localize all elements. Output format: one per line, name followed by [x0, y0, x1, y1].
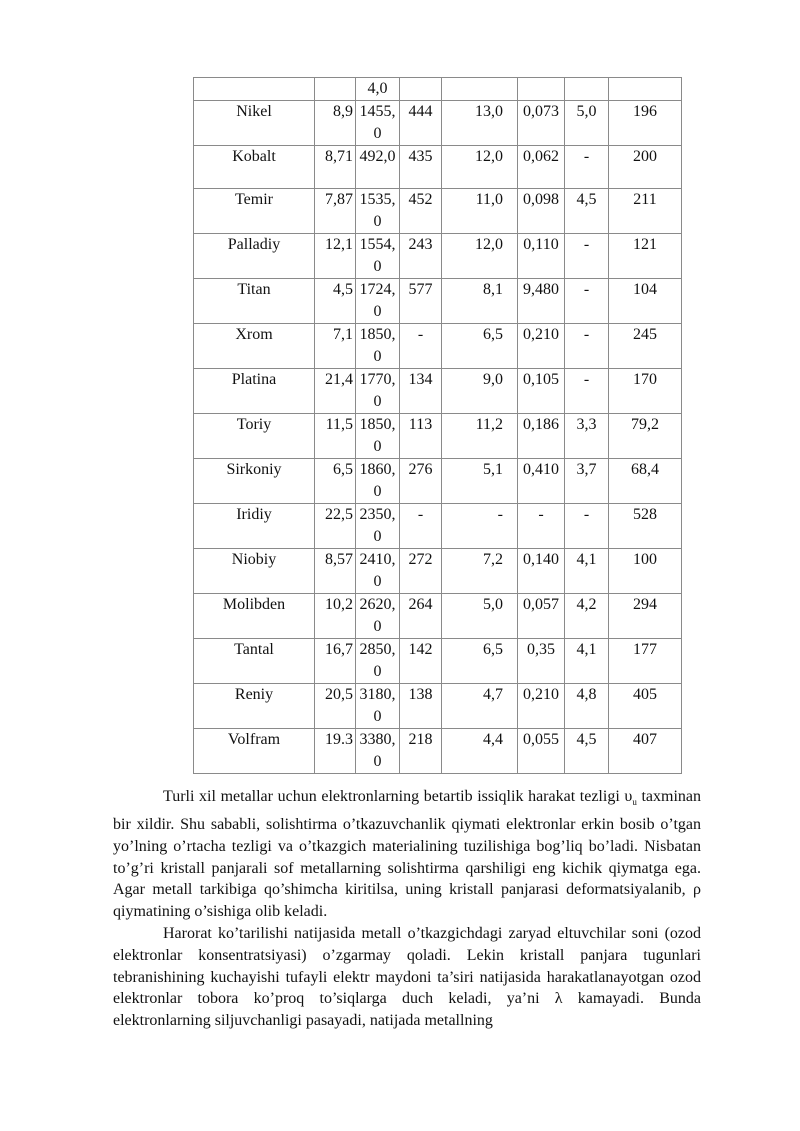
table-cell	[442, 78, 518, 101]
table-cell	[518, 78, 565, 101]
table-cell: 68,4	[609, 459, 682, 504]
table-cell: 200	[609, 146, 682, 189]
table-cell: 7,1	[315, 324, 356, 369]
table-cell	[400, 78, 442, 101]
table-cell: 528	[609, 504, 682, 549]
table-cell: 276	[400, 459, 442, 504]
metal-name-cell: Volfram	[194, 729, 315, 774]
table-cell: 104	[609, 279, 682, 324]
table-cell: 2350,0	[356, 504, 400, 549]
table-cell: 19.3	[315, 729, 356, 774]
table-row	[194, 189, 682, 234]
table-cell: -	[565, 279, 609, 324]
table-cell	[194, 78, 315, 101]
metal-name-cell: Niobiy	[194, 549, 315, 594]
table-cell: 8,9	[315, 101, 356, 146]
table-cell: 2850,0	[356, 639, 400, 684]
table-row	[194, 146, 682, 189]
table-cell: 492,0	[356, 146, 400, 189]
table-cell: 4,1	[565, 639, 609, 684]
table-cell: 10,2	[315, 594, 356, 639]
table-cell: -	[565, 504, 609, 549]
table-body	[194, 78, 682, 774]
metal-name-cell: Iridiy	[194, 504, 315, 549]
table-cell	[315, 78, 356, 101]
metal-name-cell: Tantal	[194, 639, 315, 684]
table-cell: 9,0	[442, 369, 518, 414]
table-cell: 5,0	[442, 594, 518, 639]
table-cell: 8,71	[315, 146, 356, 189]
table-cell: 11,2	[442, 414, 518, 459]
table-row-partial	[194, 78, 682, 101]
table-cell: 4,4	[442, 729, 518, 774]
table-cell: 3380,0	[356, 729, 400, 774]
table-cell: 100	[609, 549, 682, 594]
table-cell: 0,062	[518, 146, 565, 189]
table-cell: 7,87	[315, 189, 356, 234]
table-cell: 5,1	[442, 459, 518, 504]
table-row	[194, 729, 682, 774]
table-cell: 6,5	[315, 459, 356, 504]
table-cell: 9,480	[518, 279, 565, 324]
table-cell: 0,055	[518, 729, 565, 774]
table-cell: 0,098	[518, 189, 565, 234]
metals-properties-table	[193, 77, 682, 774]
table-cell: 22,5	[315, 504, 356, 549]
table-cell: 6,5	[442, 324, 518, 369]
table-cell: 294	[609, 594, 682, 639]
table-row	[194, 684, 682, 729]
table-cell: 21,4	[315, 369, 356, 414]
table-cell: 577	[400, 279, 442, 324]
table-cell: 12,0	[442, 234, 518, 279]
table-cell: -	[565, 234, 609, 279]
table-cell: -	[565, 324, 609, 369]
table-cell: -	[442, 504, 518, 549]
table-cell: -	[565, 146, 609, 189]
metal-name-cell: Toriy	[194, 414, 315, 459]
table-cell: 0,35	[518, 639, 565, 684]
table-cell: 121	[609, 234, 682, 279]
metal-name-cell: Reniy	[194, 684, 315, 729]
table-cell: -	[518, 504, 565, 549]
table-cell: 113	[400, 414, 442, 459]
velocity-subscript: u	[632, 797, 637, 808]
table-cell: 1770,0	[356, 369, 400, 414]
table-cell: 405	[609, 684, 682, 729]
metal-name-cell: Titan	[194, 279, 315, 324]
table-row	[194, 324, 682, 369]
table-cell: 4,5	[315, 279, 356, 324]
table-row	[194, 504, 682, 549]
table-cell: 0,210	[518, 684, 565, 729]
table-cell: 138	[400, 684, 442, 729]
paragraph-2: Harorat ko’tarilishi natijasida metall o’tkazgichdagi zaryad eltuvchilar soni (ozod elektronlar konsentratsiyasi) o’zgarmay qoladi. Lekin kristall panjara tugunlari tebranishining kuchayishi tufayli elektr maydoni ta’siri natijasida harakatlanayotgan ozod elektronlar tobora ko’proq to’siqlarga duch keladi, ya’ni λ kamayadi. Bunda elektronlarning siljuvchanligi pasayadi, natijada metallning	[113, 924, 701, 1030]
table-cell: 4,5	[565, 189, 609, 234]
table-cell: 16,7	[315, 639, 356, 684]
table-cell: 0,410	[518, 459, 565, 504]
table-cell: 134	[400, 369, 442, 414]
paragraph-1-start: Turli xil metallar uchun elektronlarning betartib issiqlik harakat tezligi υ	[163, 788, 633, 805]
metal-name-cell: Platina	[194, 369, 315, 414]
table-cell: 1860,0	[356, 459, 400, 504]
table-cell: 4,5	[565, 729, 609, 774]
table-cell: 3,3	[565, 414, 609, 459]
table-cell: 452	[400, 189, 442, 234]
table-cell: 0,105	[518, 369, 565, 414]
table-cell: 1850,0	[356, 414, 400, 459]
metal-name-cell: Kobalt	[194, 146, 315, 189]
table-cell: 245	[609, 324, 682, 369]
table-cell: -	[565, 369, 609, 414]
metal-name-cell: Nikel	[194, 101, 315, 146]
table-cell: 2620,0	[356, 594, 400, 639]
table-cell: 12,1	[315, 234, 356, 279]
table-cell: 2410,0	[356, 549, 400, 594]
table-cell: 4,1	[565, 549, 609, 594]
table-cell: 142	[400, 639, 442, 684]
table-row	[194, 279, 682, 324]
table-cell: -	[400, 324, 442, 369]
table-cell: 12,0	[442, 146, 518, 189]
table-cell: 170	[609, 369, 682, 414]
table-cell: 0,210	[518, 324, 565, 369]
table-cell: 20,5	[315, 684, 356, 729]
table-cell: 0,110	[518, 234, 565, 279]
table-row	[194, 594, 682, 639]
table-cell: 11,5	[315, 414, 356, 459]
table-cell: 0,186	[518, 414, 565, 459]
table-cell: 211	[609, 189, 682, 234]
table-row	[194, 414, 682, 459]
table-cell: 79,2	[609, 414, 682, 459]
table-row	[194, 459, 682, 504]
table-cell	[565, 78, 609, 101]
table-cell: 8,1	[442, 279, 518, 324]
table-cell: 1455,0	[356, 101, 400, 146]
table-cell: 3,7	[565, 459, 609, 504]
table-cell: 0,057	[518, 594, 565, 639]
table-cell: 264	[400, 594, 442, 639]
table-row	[194, 639, 682, 684]
table-cell: 1850,0	[356, 324, 400, 369]
table-row	[194, 234, 682, 279]
table-cell: 5,0	[565, 101, 609, 146]
body-text	[113, 786, 701, 1032]
table-cell: 407	[609, 729, 682, 774]
metal-name-cell: Sirkoniy	[194, 459, 315, 504]
metal-name-cell: Palladiy	[194, 234, 315, 279]
table-cell: 6,5	[442, 639, 518, 684]
table-cell: 7,2	[442, 549, 518, 594]
table-cell: 218	[400, 729, 442, 774]
metal-name-cell: Molibden	[194, 594, 315, 639]
metal-name-cell: Xrom	[194, 324, 315, 369]
table-cell: 1554,0	[356, 234, 400, 279]
table-row	[194, 369, 682, 414]
table-cell: -	[400, 504, 442, 549]
paragraph-1	[113, 786, 701, 923]
table-cell: 0,140	[518, 549, 565, 594]
table-cell: 13,0	[442, 101, 518, 146]
table-cell: 11,0	[442, 189, 518, 234]
table-cell: 0,073	[518, 101, 565, 146]
table-cell: 272	[400, 549, 442, 594]
table-cell: 8,57	[315, 549, 356, 594]
metal-name-cell: Temir	[194, 189, 315, 234]
table-cell: 1724,0	[356, 279, 400, 324]
table-cell: 4,8	[565, 684, 609, 729]
table-cell: 1535,0	[356, 189, 400, 234]
table-cell: 243	[400, 234, 442, 279]
paragraph-1-rest: taxminan bir xildir. Shu sababli, solishtirma o’tkazuvchanlik qiymati elektronlar erkin bosib o’tgan yo’lning o’rtacha tezligi va o’tkazgich materialining tuzilishiga bog’liq bo’ladi. Nisbatan to’g’ri kristall panjarali sof metallarning solishtirma qarshiligi eng kichik qiymatga ega. Agar metall tarkibiga qo’shimcha kiritilsa, uning kristall panjarasi deformatsiyalanib, ρ qiymatining o’sishiga olib keladi.	[113, 788, 701, 921]
table-cell: 4,0	[356, 78, 400, 101]
table-row	[194, 101, 682, 146]
table-cell: 4,7	[442, 684, 518, 729]
table-cell: 177	[609, 639, 682, 684]
table-cell	[609, 78, 682, 101]
table-cell: 444	[400, 101, 442, 146]
table-cell: 3180,0	[356, 684, 400, 729]
table-cell: 196	[609, 101, 682, 146]
table-row	[194, 549, 682, 594]
table-cell: 435	[400, 146, 442, 189]
table-cell: 4,2	[565, 594, 609, 639]
